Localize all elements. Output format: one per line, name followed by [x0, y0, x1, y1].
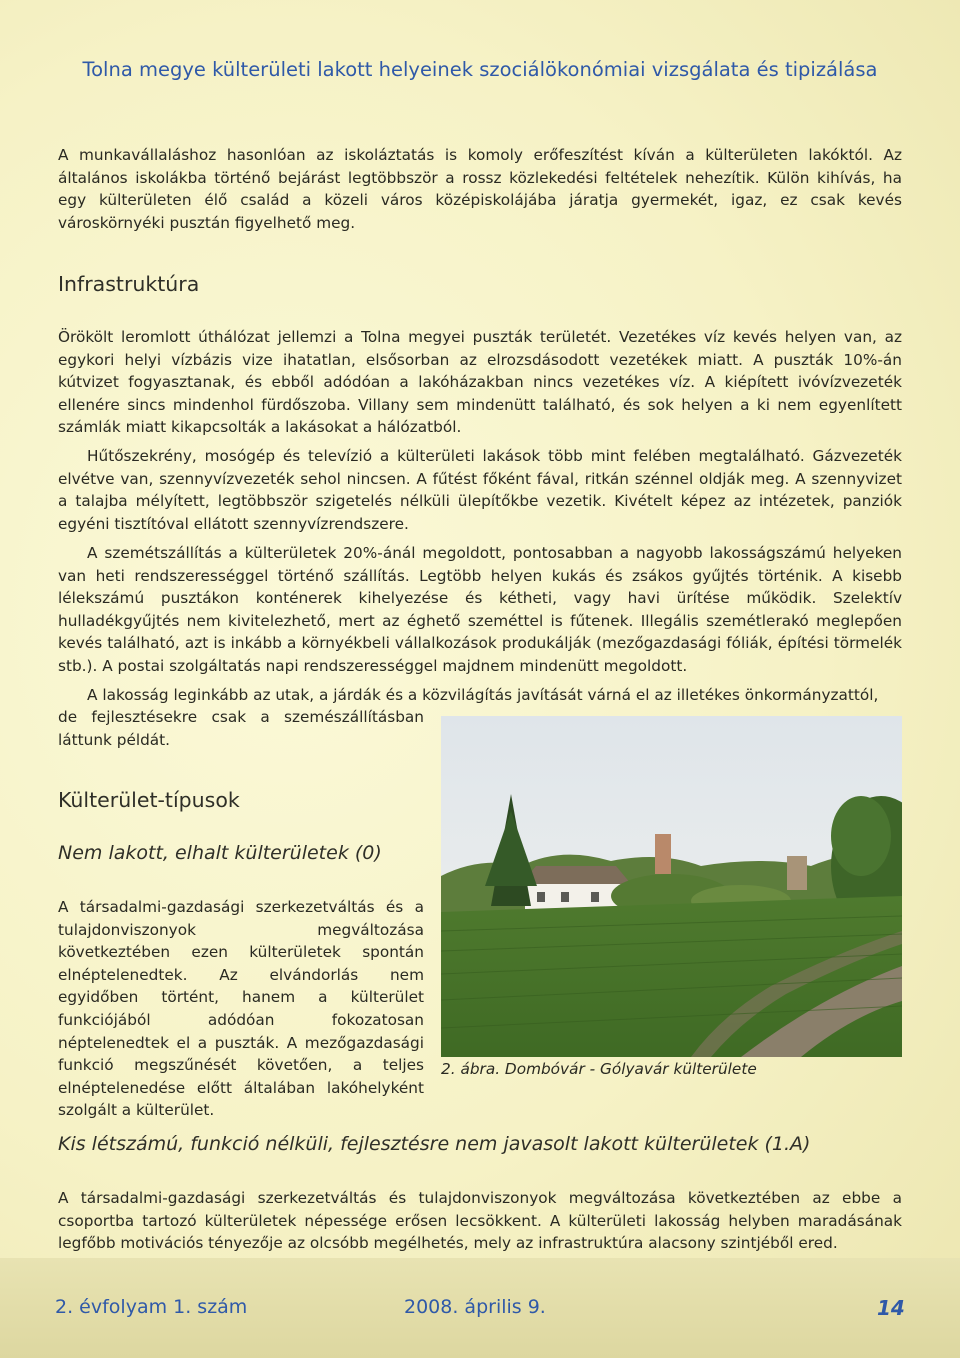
footer-issue: 2. évfolyam 1. szám [55, 1296, 248, 1318]
intro-paragraph: A munkavállaláshoz hasonlóan az iskoláztatás is komoly erőfeszítést kíván a külterületen lakóktól. Az általános iskolákba történő bejárást legtöbbször a rossz közlekedési feltételek nehezítik. Külön kihívás, ha egy külterületen élő család a közeli város középiskolájába járatja gyermekét, igaz, ez csak kevés városkörnyéki pusztán figyelhető meg. [58, 146, 902, 232]
subheading-type-1a: Kis létszámú, funkció nélküli, fejlesztésre nem javasolt lakott külterületek (1.A) [58, 1133, 811, 1155]
page-footer [0, 1258, 960, 1358]
section-heading-types: Külterület-típusok [58, 788, 240, 812]
footer-date: 2008. április 9. [404, 1296, 546, 1318]
type-1a-paragraph: A társadalmi-gazdasági szerkezetváltás és tulajdonviszonyok megváltozása következtében az ebbe a csoportba tartozó külterületek népessége erősen lecsökkent. A külterületi lakosság helyben maradásának legfőbb motivációs tényezője az olcsóbb megélhetés, mely az infrastruktúra alacsony szintjéből ered. [58, 1189, 902, 1253]
type-0-paragraph: A társadalmi-gazdasági szerkezetváltás és a tulajdonviszonyok megváltozása következtében ezen külterületek spontán elnéptelenedtek. Az elvándorlás nem egyidőben történt, hanem a külterület funkciójából adódóan fokozatosan néptelenedtek el a puszták. A mezőgazdasági funkció megszűnését követően, a teljes elnéptelenedése előtt általában lakóhelyként szolgált a külterület. [58, 898, 424, 1120]
subheading-type-0: Nem lakott, elhalt külterületek (0) [58, 842, 382, 864]
infra-paragraph-4-line1: A lakosság leginkább az utak, a járdák és a közvilágítás javítását várná el az illetékes önkormányzattól, [87, 686, 879, 704]
figure-photo-golyavar [441, 716, 902, 1057]
section-heading-infrastructure: Infrastruktúra [58, 272, 200, 296]
infra-paragraph-1: Örökölt leromlott úthálózat jellemzi a Tolna megyei puszták területét. Vezetékes víz kevés helyen van, az egykori helyi vízbázis vize ihatatlan, elsősorban az elrozsdásodott vezetékek miatt. A puszták 10%-án kútvizet fogyasztanak, és ebből adódóan a lakóházakban nincs vezetékes víz. A kiépített ivóvízvezeték ellenére sincs mindenhol fürdőszoba. Villany sem mindenütt található, és sok helyen a ki nem egyenlített számlák miatt kikapcsolták a lakásokat a hálózatból. [58, 328, 902, 437]
infra-paragraph-2: Hűtőszekrény, mosógép és televízió a külterületi lakások több mint felében megtalálható. Gázvezeték elvétve van, szennyvízvezeték sehol nincsen. A fűtést főként fával, ritkán szénnel oldják meg. A szennyvizet a talajba mélyített, legtöbbször szigetelés nélküli ülepítőkbe vezetik. Kivételt képez az intézetek, panziók egyéni tisztítóval ellátott szennyvízrendszere. [58, 447, 902, 533]
infra-paragraph-4-rest: de fejlesztésekre csak a szemészállításban láttunk példát. [58, 708, 424, 749]
page-number: 14 [877, 1296, 905, 1320]
running-header-title: Tolna megye külterületi lakott helyeinek szociálökonómiai vizsgálata és tipizálása [82, 58, 878, 81]
infra-paragraph-3: A szemétszállítás a külterületek 20%-ánál megoldott, pontosabban a nagyobb lakosságszámú helyeken van heti rendszerességgel történő szállítás. Legtöbb helyen kukás és zsákos gyűjtés történik. A kisebb lélekszámú pusztákon konténerek kihelyezése és kétheti, vagy havi ürítése működik. Szelektív hulladékgyűjtés nem kivitelezhető, mert az éghető szeméttel is fűtenek. Illegális szemétlerakó meglepően kevés található, azt is inkább a környékbeli vállalkozások produkálják (mezőgazdasági fóliák, építési törmelék stb.). A postai szolgáltatás napi rendszerességgel majdnem mindenütt megoldott. [58, 544, 902, 675]
figure-caption: 2. ábra. Dombóvár - Gólyavár külterülete [441, 1060, 757, 1078]
